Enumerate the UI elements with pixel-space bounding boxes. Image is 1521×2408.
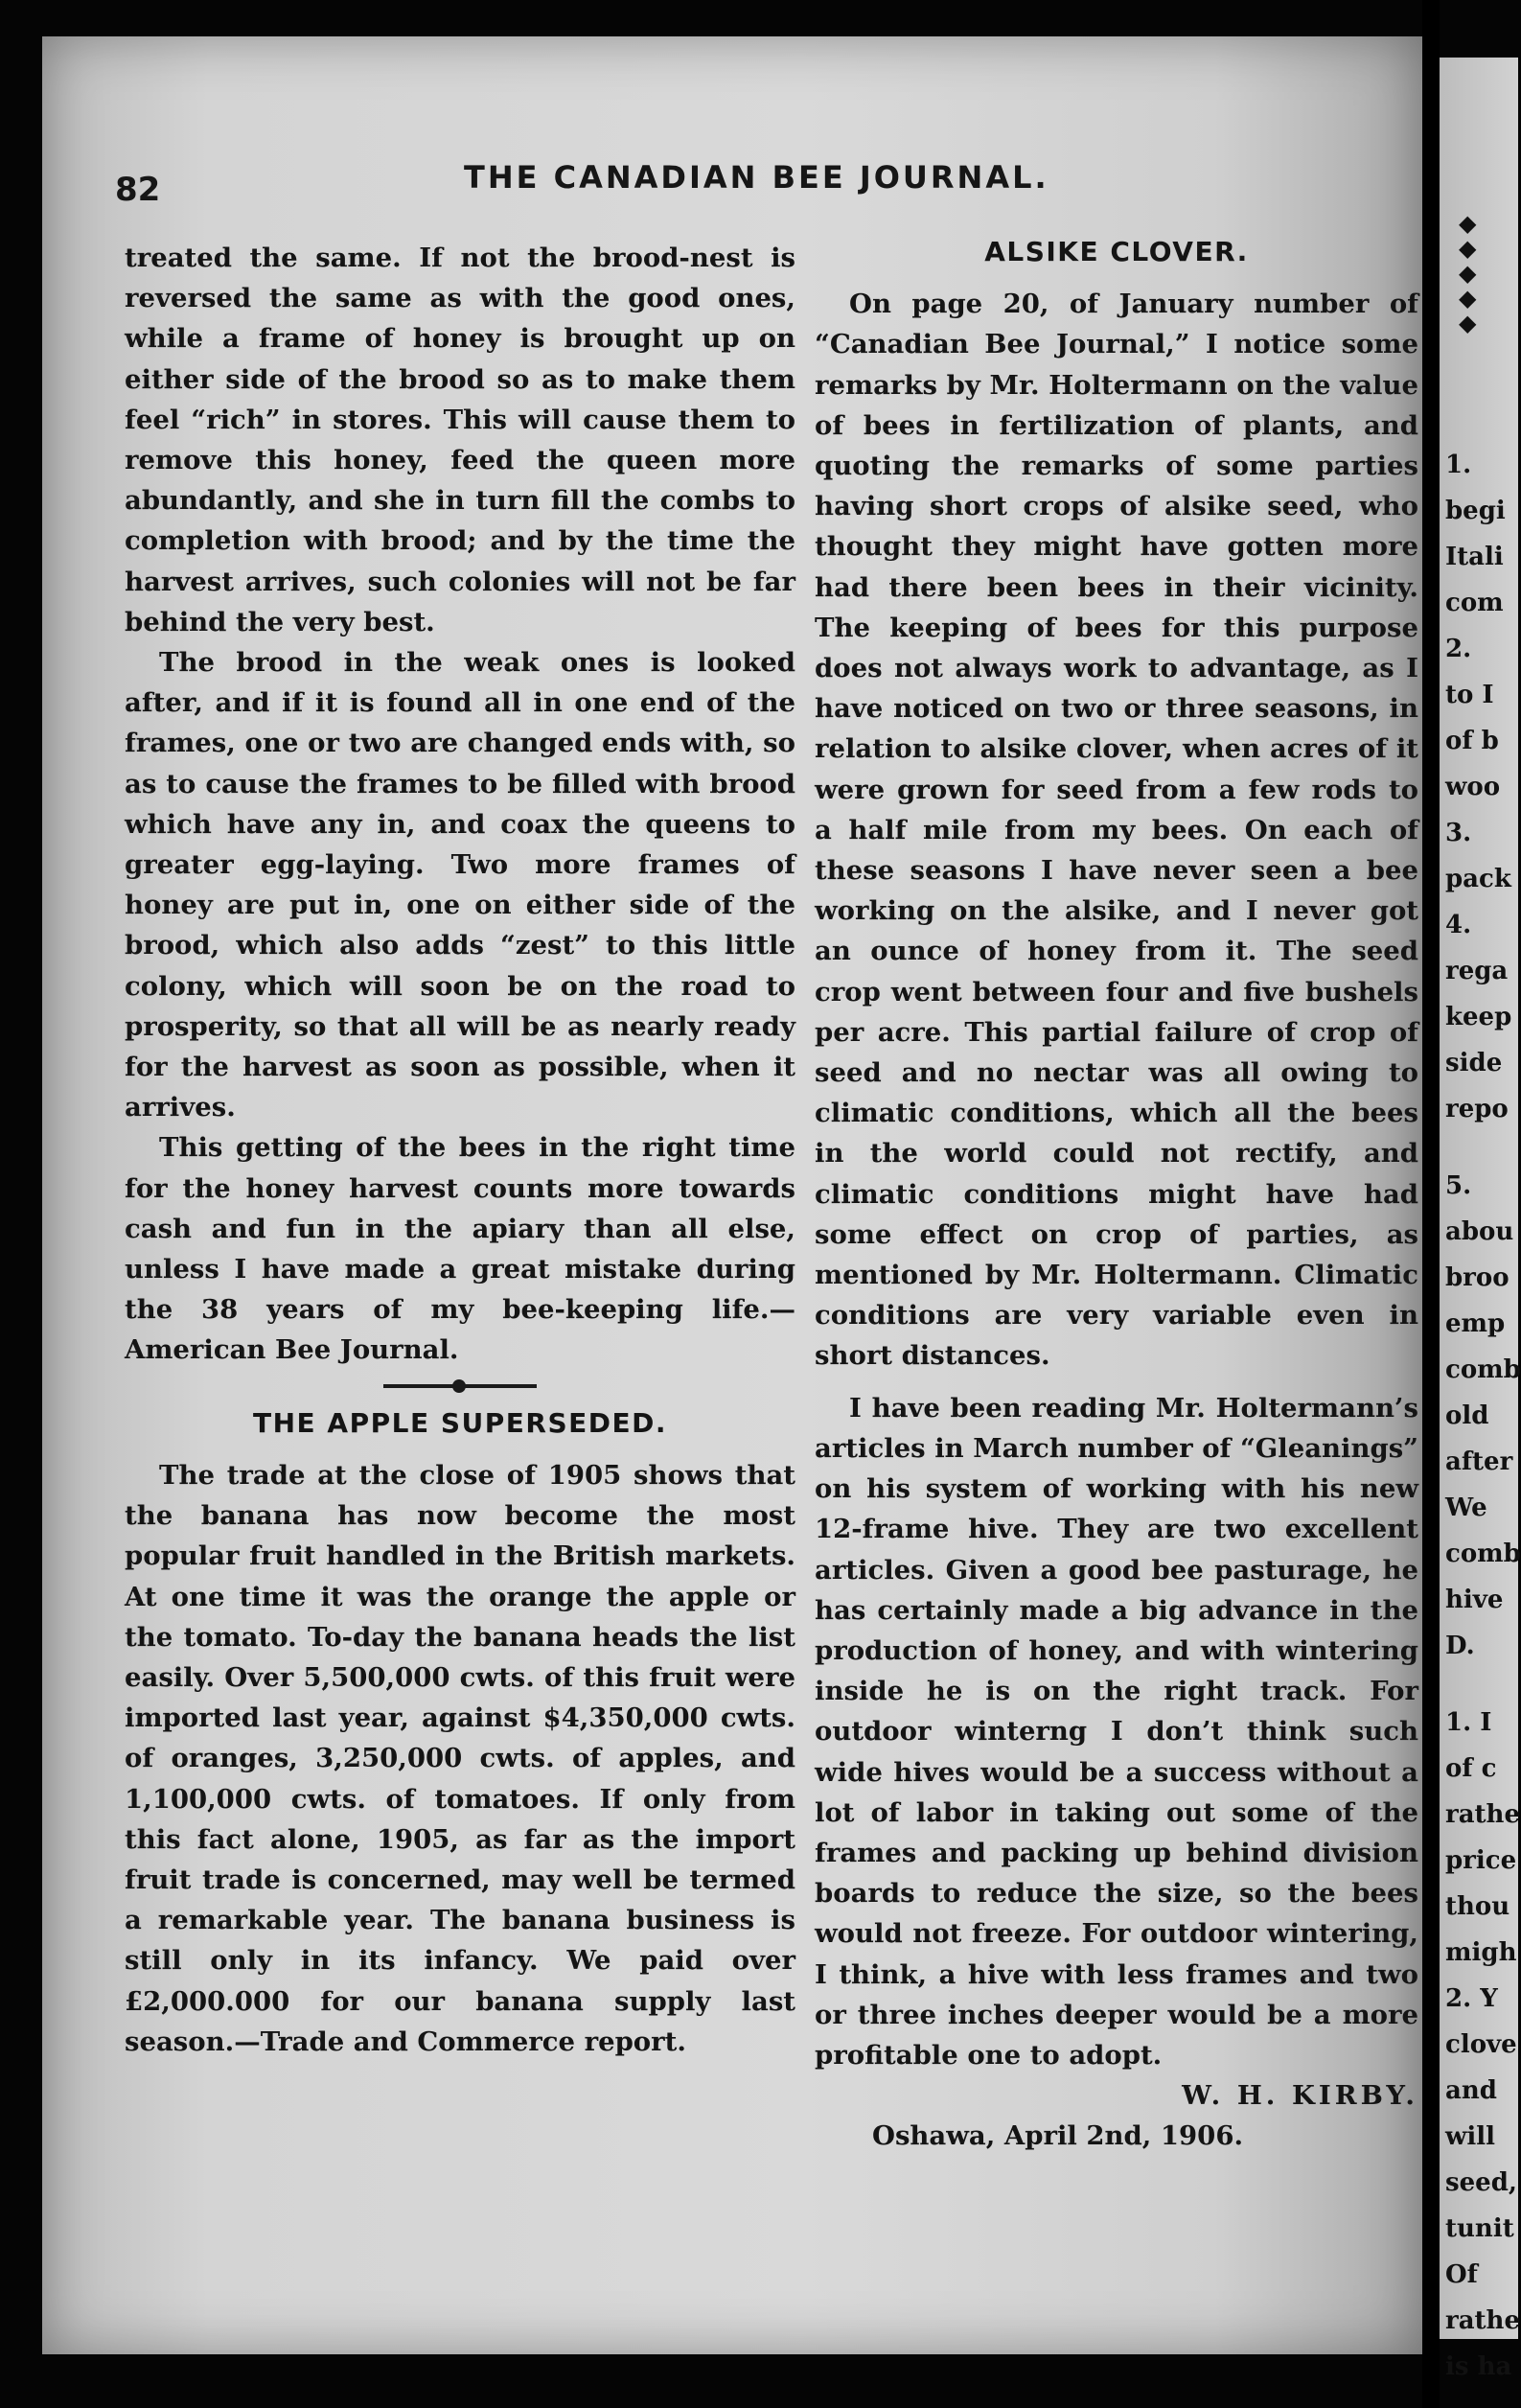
- section-divider: [383, 1384, 537, 1388]
- next-page-fragment: old: [1445, 1401, 1489, 1430]
- next-page-fragment: migh: [1445, 1938, 1517, 1967]
- next-page-fragment: comb: [1445, 1355, 1521, 1384]
- next-page-fragment: com: [1445, 589, 1504, 617]
- next-page-fragment: emp: [1445, 1309, 1506, 1338]
- next-page-fragment: rathe: [1445, 2306, 1520, 2335]
- next-page-fragment: rega: [1445, 957, 1509, 985]
- author-signature: W. H. KIRBY.: [1182, 2080, 1418, 2112]
- diamond-ornament-icon: ◆ ◆ ◆ ◆ ◆: [1459, 210, 1477, 336]
- paragraph: On page 20, of January number of “Canadian Bee Journal,” I notice some remarks by Mr. Holtermann on the value of bees in fertilization of plants, and quoting the remarks of some parties having short crops of alsike seed, who thought they might have gotten more had there been bees in their vicinity. The keeping of bees for this purpose does not always work to advantage, as I have noticed on two or three seasons, in relation to alsike clover, when acres of it were grown for seed from a few rods to a half mile from my bees. On each of these seasons I have never seen a bee working on the alsike, and I never got an ounce of honey from it. The seed crop went between four and five bushels per acre. This partial failure of crop of seed and no nectar was all owing to climatic conditions, which all the bees in the world could not rectify, and climatic conditions might have had some effect on crop of parties, as mentioned by Mr. Holtermann. Climatic conditions are very variable even in short distances.: [815, 289, 1418, 1372]
- next-page-fragment: broo: [1445, 1263, 1509, 1292]
- next-page-fragment: clove: [1445, 2030, 1517, 2059]
- right-column: [815, 224, 1418, 2157]
- next-page-fragment: 4.: [1445, 911, 1472, 939]
- next-page-fragment: 2.: [1445, 635, 1472, 663]
- next-page-fragment: side: [1445, 1049, 1503, 1077]
- next-page-fragment: Itali: [1445, 543, 1504, 571]
- journal-page: [42, 36, 1422, 2354]
- next-page-fragment: begi: [1445, 497, 1506, 525]
- next-page-fragment: thou: [1445, 1892, 1510, 1921]
- article-title-alsike-clover: ALSIKE CLOVER.: [984, 236, 1249, 267]
- page-gutter: [1422, 0, 1440, 2408]
- next-page-fragment: comb: [1445, 1540, 1521, 1568]
- dateline: Oshawa, April 2nd, 1906.: [872, 2120, 1244, 2152]
- next-page-fragment: 5.: [1445, 1171, 1472, 1200]
- page-number: 82: [115, 171, 161, 209]
- next-page-fragment: tunit: [1445, 2214, 1514, 2243]
- next-page-fragment: abou: [1445, 1217, 1514, 1246]
- paragraph: This getting of the bees in the right time for the honey harvest counts more towards cash and fun in the apiary than all else, unless I have made a great mistake during the 38 years of my bee-keeping life.—American Bee Journal.: [125, 1132, 795, 1366]
- next-page-fragment: 1.: [1445, 451, 1472, 479]
- article-title-apple-superseded: THE APPLE SUPERSEDED.: [253, 1406, 667, 1439]
- next-page-fragment: will: [1445, 2122, 1496, 2151]
- next-page-fragment: rathe: [1445, 1800, 1520, 1829]
- next-page-fragment: We: [1445, 1493, 1487, 1522]
- next-page-fragment: hive: [1445, 1586, 1504, 1614]
- adjacent-page-edge: [1440, 58, 1521, 2381]
- next-page-fragment: D.: [1445, 1632, 1475, 1660]
- next-page-fragment: 1. I: [1445, 1708, 1492, 1737]
- next-page-fragment: keep: [1445, 1003, 1512, 1031]
- next-page-fragment: repo: [1445, 1095, 1509, 1123]
- next-page-fragment: and: [1445, 2076, 1497, 2105]
- next-page-fragment: woo: [1445, 773, 1501, 801]
- paragraph: The brood in the weak ones is looked after, and if it is found all in one end of the frames, one or two are changed ends with, so as to cause the frames to be filled with brood which have any in, and coax the queens to greater egg-laying. Two more frames of honey are put in, one on either side of the brood, which also adds “zest” to this little colony, which will soon be on the road to prosperity, so that all will be as nearly ready for the harvest as soon as possible, when it arrives.: [125, 647, 795, 1123]
- next-page-fragment: Of: [1445, 2260, 1478, 2289]
- next-page-fragment: 2. Y: [1445, 1984, 1498, 2013]
- next-page-fragment: price: [1445, 1846, 1517, 1875]
- next-page-fragment: seed,: [1445, 2168, 1517, 2197]
- next-page-fragment: to I: [1445, 681, 1494, 709]
- next-page-fragment: after: [1445, 1447, 1513, 1476]
- next-page-fragment: pack: [1445, 865, 1511, 893]
- next-page-fragment: 3.: [1445, 819, 1472, 847]
- next-page-fragment: of b: [1445, 727, 1499, 755]
- paragraph: I have been reading Mr. Holtermann’s articles in March number of “Gleanings” on his system of working with his new 12-frame hive. They are two excellent articles. Given a good bee pasturage, he has certainly made a big advance in the production of honey, and with wintering inside he is on the right track. For outdoor winterng I don’t think such wide hives would be a success without a lot of labor in taking out some of the frames and packing up behind division boards to reduce the size, so the bees would not freeze. For outdoor wintering, I think, a hive with less frames and two or three inches deeper would be a more profitable one to adopt.: [815, 1392, 1418, 2071]
- paragraph: The trade at the close of 1905 shows that the banana has now become the most popular fruit handled in the British markets. At one time it was the orange the apple or the tomato. To-day the banana heads the list easily. Over 5,500,000 cwts. of this fruit were imported last year, against $4,350,000 cwts. of oranges, 3,250,000 cwts. of apples, and 1,100,000 cwts. of tomatoes. If only from this fact alone, 1905, as far as the import fruit trade is concerned, may well be termed a remarkable year. The banana business is still only in its infancy. We paid over £2,000.000 for our banana supply last season.—Trade and Commerce report.: [125, 1459, 795, 2057]
- left-column: [125, 238, 795, 2062]
- next-page-fragment: of c: [1445, 1754, 1497, 1783]
- paragraph: treated the same. If not the brood-nest is reversed the same as with the good ones, while a frame of honey is brought up on either side of the brood so as to make them feel “rich” in stores. This will cause them to remove this honey, feed the queen more abundantly, and she in turn fill the combs to completion with brood; and by the time the harvest arrives, such colonies will not be far behind the very best.: [125, 243, 795, 637]
- journal-title: THE CANADIAN BEE JOURNAL.: [464, 159, 1049, 196]
- next-page-fragment: is ha: [1445, 2352, 1512, 2381]
